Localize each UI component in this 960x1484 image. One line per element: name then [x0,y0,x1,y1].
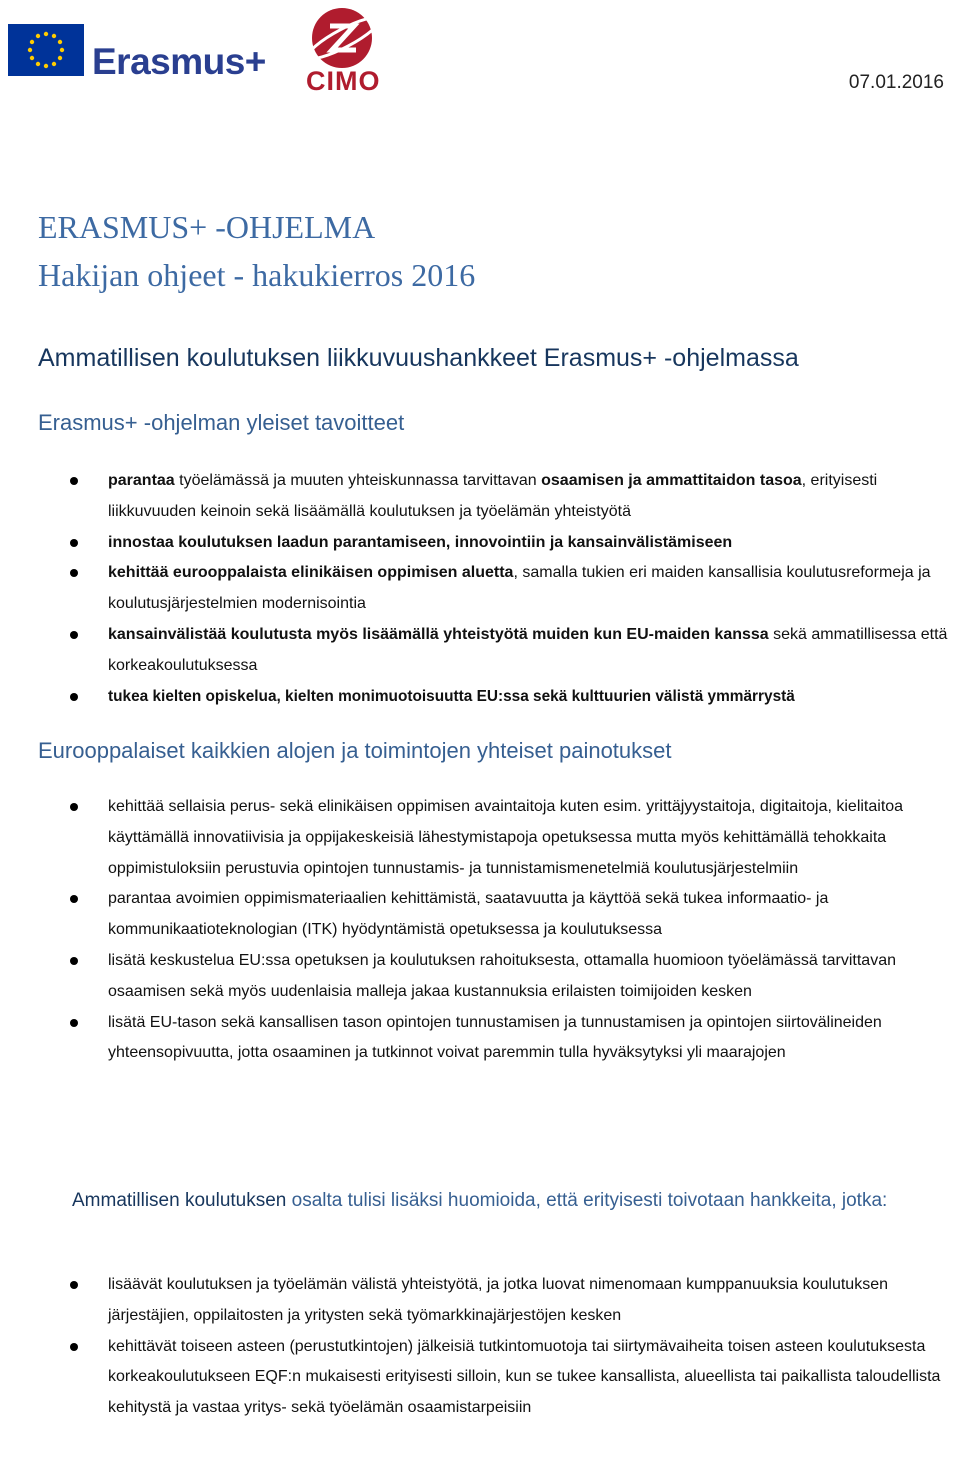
cimo-logo-text: CIMO [306,66,381,96]
bullet-icon [70,1281,78,1289]
bullet-icon [70,631,78,639]
item-text: kehittävät toiseen asteen (perustutkintojen) jälkeisiä tutkintomuotoja tai siirtymävaiheita toisen asteen koulutuksesta korkeakoulutukseen EQF:n mukaisesti erityisesti silloin, kun se tukee kansallista, alueellista tai paikallista taloudellista kehitystä ja vastaa yritys- sekä työelämän osaamistarpeisiin [108,1337,941,1417]
item-text: , erityisesti liikkuvuuden keinoin sekä lisäämällä koulutuksen ja työelämän yhteistyötä [108,472,878,520]
header [0,0,960,110]
item-text: , samalla tukien eri maiden kansallisia koulutusreformeja ja koulutusjärjestelmien modernisointia [108,564,931,613]
section-heading-vocational [72,1184,932,1217]
page-subtitle: Ammatillisen koulutuksen liikkuvuushankkeet Erasmus+ -ohjelmassa [38,344,799,372]
cimo-logo [300,2,386,98]
common-priorities-list [0,792,960,1069]
item-bold-text: kansainvälistää koulutusta myös lisäämällä yhteistyötä muiden kun EU-maiden kanssa [108,625,769,643]
bullet-icon [70,693,78,701]
item-text: työelämässä ja muuten yhteiskunnassa tarvittavan [174,472,542,489]
bullet-icon [70,895,78,903]
item-text: lisäävät koulutuksen ja työelämän välistä yhteistyötä, ja jotka luovat nimenomaan kumppanuuksia koulutuksen järjestäjien, oppilaitosten ja yritysten sekä työmarkkinajärjestöjen kesken [108,1276,888,1324]
item-text: kehittää sellaisia perus- sekä elinikäisen oppimisen avaintaitoja kuten esim. yrittäjyystaitoja, digitaitoja, kielitaitoa käyttämällä innovatiivisia ja oppijakeskeisiä lähestymistapoja opetuksessa mutta myös kehittämällä tehokkaita oppimistuloksiin perustuvia opintojen tunnustamis- ja tunnistamismenetelmiä koulutusjärjestelmiin [108,798,904,877]
bullet-icon [70,477,78,485]
list-item [0,1270,960,1332]
item-text: lisätä keskustelua EU:ssa opetuksen ja koulutuksen rahoituksesta, ottamalla huomioon työelämässä tarvittavan osaamisen sekä myös uudenlaisia malleja jakaa kustannuksia erilaisten toimijoiden kesken [108,951,896,1000]
title-line-2: Hakijan ohjeet - hakukierros 2016 [38,257,476,293]
heading-strong: Ammatillisen koulutuksen [72,1190,287,1211]
erasmus-logo: Erasmus+ [92,41,266,82]
item-text: lisätä EU-tason sekä kansallisen tason opintojen tunnustamisen ja tunnustamisen ja opintojen siirtovälineiden yhteensopivuutta, jotta osaaminen ja tutkinnot voivat paremmin tulla hyväksytyksi yli maarajojen [108,1013,882,1062]
page-title [38,203,475,299]
item-bold-text: tukea kielten opiskelua, kielten monimuotoisuutta EU:ssa sekä kulttuurien välistä ymmärrystä [108,687,795,705]
title-line-1: ERASMUS+ -OHJELMA [38,209,376,245]
section-heading-common-priorities: Eurooppalaiset kaikkien alojen ja toimintojen yhteiset painotukset [38,738,672,763]
list-item [0,558,960,620]
item-text: parantaa avoimien oppimismateriaalien kehittämistä, saatavuutta ja käyttöä sekä tukea informaatio- ja kommunikaatioteknologian (ITK) hyödyntämistä opetuksessa ja koulutuksessa [108,890,829,939]
list-item [0,792,960,884]
heading-rest: osalta tulisi lisäksi huomioida, että erityisesti toivotaan hankkeita, jotka: [286,1190,888,1211]
list-item [0,682,960,713]
bullet-icon [70,1343,78,1351]
eu-flag-logo [8,24,84,76]
bullet-icon [70,539,78,547]
bullet-icon [70,957,78,965]
eu-stars-icon [8,24,84,76]
bullet-icon [70,803,78,811]
document-date: 07.01.2016 [848,72,944,93]
list-item [0,946,960,1008]
list-item [0,620,960,682]
general-goals-list [0,466,960,712]
bullet-icon [70,569,78,577]
list-item [0,528,960,559]
bullet-icon [70,1019,78,1027]
list-item [0,884,960,946]
list-item [0,1332,960,1424]
item-bold-text: parantaa [108,472,175,489]
vocational-projects-list [0,1270,960,1424]
item-text: sekä ammatillisessa että korkeakoulutuksessa [108,625,948,674]
section-heading-general-goals: Erasmus+ -ohjelman yleiset tavoitteet [38,410,405,435]
list-item [0,1008,960,1070]
list-item [0,466,960,528]
item-bold-text: innostaa koulutuksen laadun parantamiseen, innovointiin ja kansainvälistämiseen [108,533,733,551]
item-bold-text: kehittää eurooppalaista elinikäisen oppimisen aluetta [108,564,514,582]
item-bold-text: osaamisen ja ammattitaidon tasoa [541,472,802,489]
